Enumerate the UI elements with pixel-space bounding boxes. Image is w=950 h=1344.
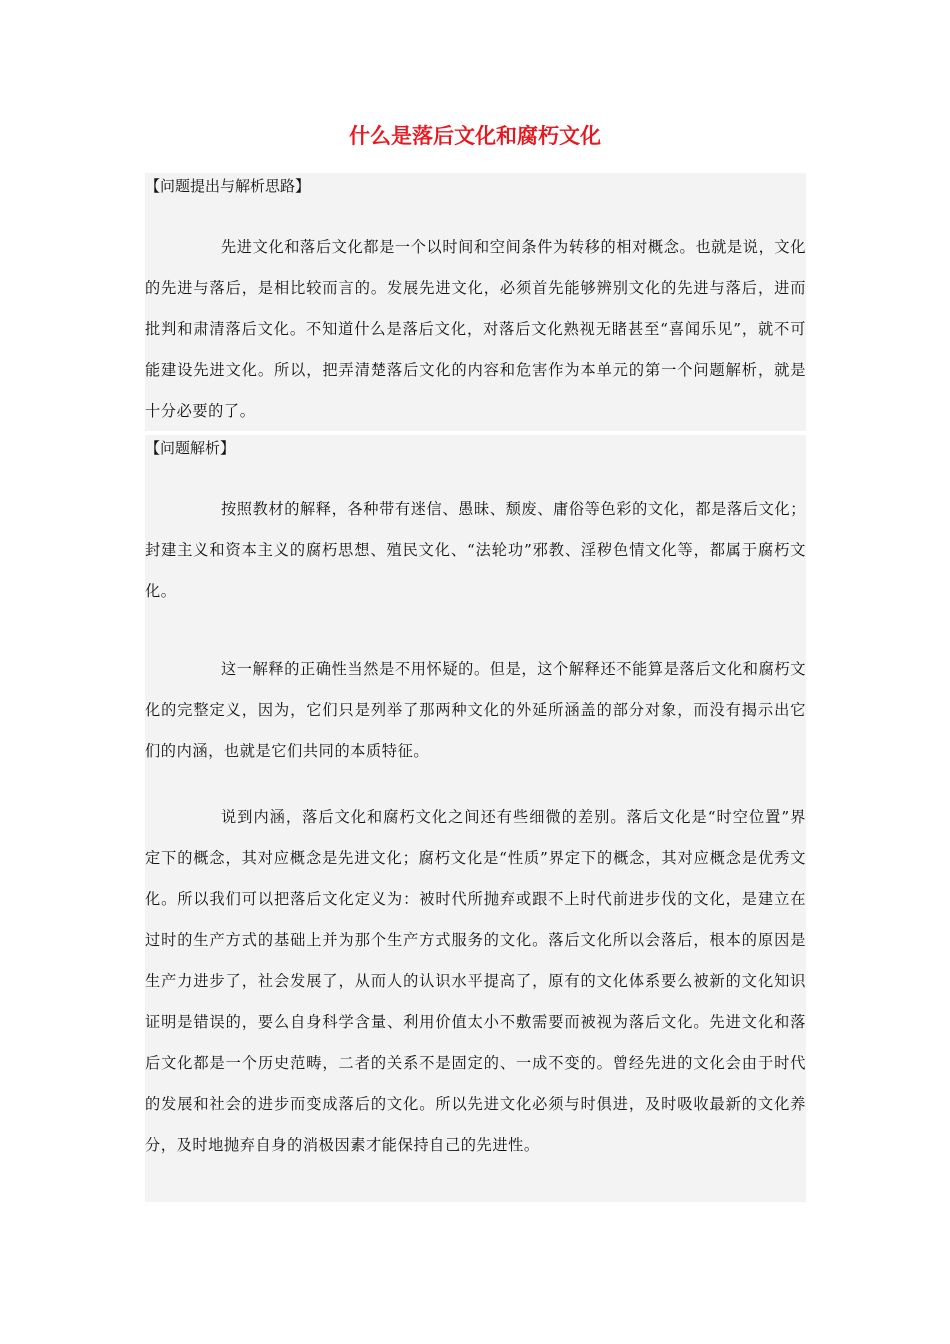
page-title: 什么是落后文化和腐朽文化 (349, 124, 601, 148)
section-body-analysis-2 (145, 607, 806, 772)
section-header-problem-intro: 【问题提出与解析思路】 (145, 173, 806, 200)
paragraph: 先进文化和落后文化都是一个以时间和空间条件为转移的相对概念。也就是说，文化的先进与落后，是相比较而言的。发展先进文化，必须首先能够辨别文化的先进与落后，进而批判和肃清落后文化。不知道什么是落后文化，对落后文化熟视无睹甚至“喜闻乐见”，就不可能建设先进文化。所以，把弄清楚落后文化的内容和危害作为本单元的第一个问题解析，就是十分必要的了。 (145, 238, 806, 420)
section-body-analysis-1 (145, 462, 806, 607)
paragraph: 按照教材的解释，各种带有迷信、愚昧、颓废、庸俗等色彩的文化，都是落后文化；封建主义和资本主义的腐朽思想、殖民文化、“法轮功”邪教、淫秽色情文化等，都属于腐朽文化。 (145, 500, 806, 600)
section-body-problem-intro (145, 200, 806, 431)
paragraph: 这一解释的正确性当然是不用怀疑的。但是，这个解释还不能算是落后文化和腐朽文化的完整定义，因为，它们只是列举了那两种文化的外延所涵盖的部分对象，而没有揭示出它们的内涵，也就是它们共同的本质特征。 (145, 660, 806, 760)
paragraph: 说到内涵，落后文化和腐朽文化之间还有些细微的差别。落后文化是“时空位置”界定下的概念，其对应概念是先进文化；腐朽文化是“性质”界定下的概念，其对应概念是优秀文化。所以我们可以把落后文化定义为：被时代所抛弃或跟不上时代前进步伐的文化，是建立在过时的生产方式的基础上并为那个生产方式服务的文化。落后文化所以会落后，根本的原因是生产力进步了，社会发展了，从而人的认识水平提高了，原有的文化体系要么被新的文化知识证明是错误的，要么自身科学含量、利用价值太小不敷需要而被视为落后文化。先进文化和落后文化都是一个历史范畴，二者的关系不是固定的、一成不变的。曾经先进的文化会由于时代的发展和社会的进步而变成落后的文化。所以先进文化必须与时俱进，及时吸收最新的文化养分，及时地抛弃自身的消极因素才能保持自己的先进性。 (145, 808, 806, 1154)
section-header-problem-analysis: 【问题解析】 (145, 435, 806, 462)
section-body-analysis-3 (145, 772, 806, 1202)
